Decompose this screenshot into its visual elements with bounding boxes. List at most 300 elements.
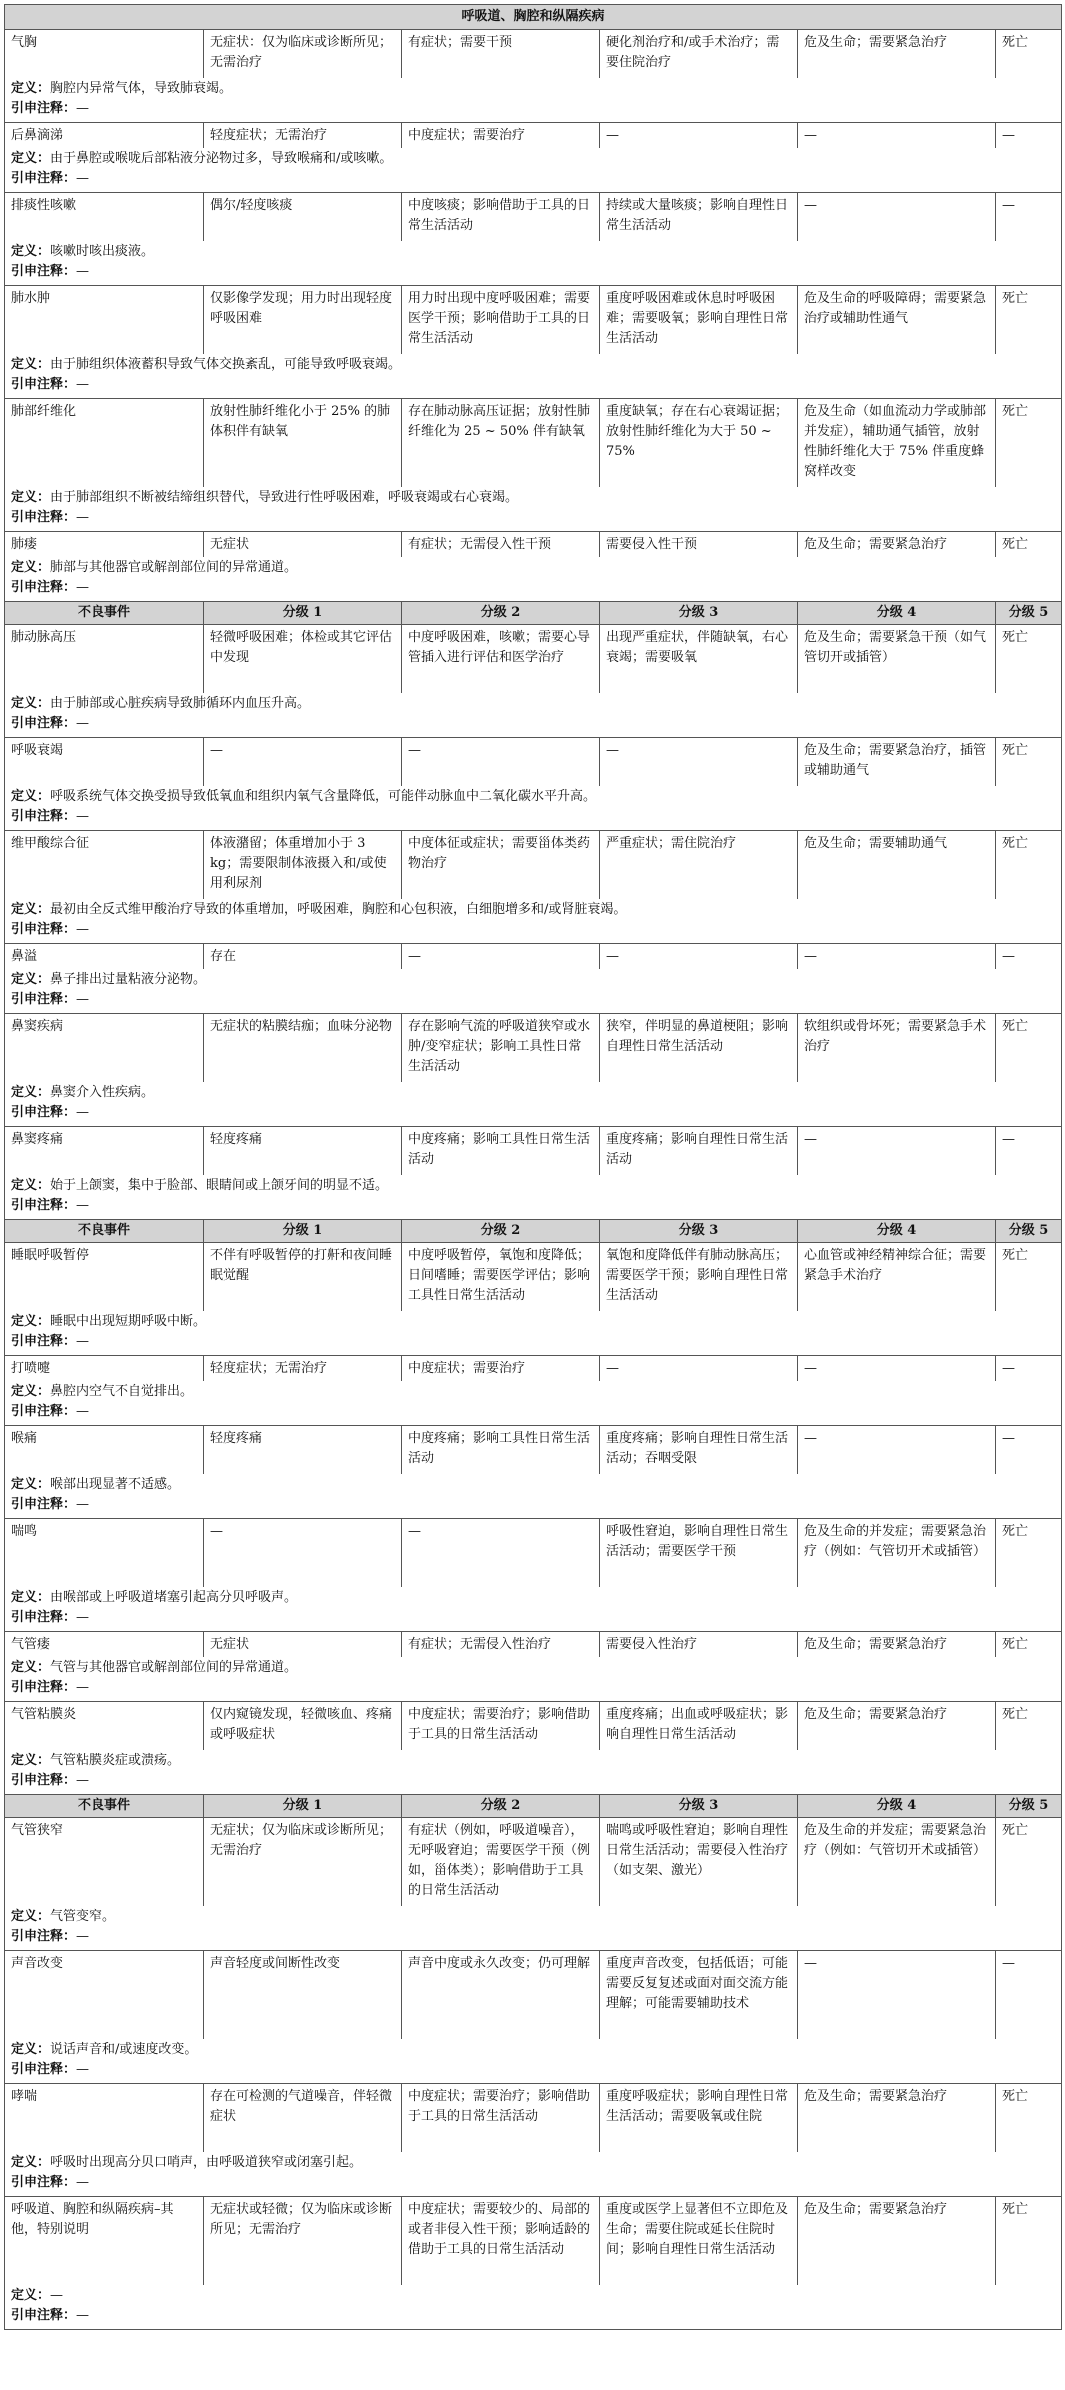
definition-line xyxy=(11,79,1055,99)
table-row xyxy=(5,1702,1062,1751)
reference-line xyxy=(11,1771,1055,1791)
definition-cell xyxy=(5,2039,1062,2084)
column-header: 分级 3 xyxy=(600,1795,798,1818)
definition-row xyxy=(5,78,1062,123)
reference-text: — xyxy=(76,2308,90,2323)
column-header: 分级 5 xyxy=(996,602,1062,625)
grade-1-cell: 轻度症状；无需治疗 xyxy=(204,123,402,149)
definition-row xyxy=(5,969,1062,1014)
grade-2-cell: 中度体征或症状；需要甾体类药物治疗 xyxy=(402,831,600,900)
grade-5-cell: — xyxy=(996,944,1062,970)
column-header: 分级 5 xyxy=(996,1220,1062,1243)
column-header: 分级 2 xyxy=(402,1795,600,1818)
definition-cell xyxy=(5,786,1062,831)
reference-text: — xyxy=(76,992,90,1007)
grade-5-cell: 死亡 xyxy=(996,738,1062,787)
grade-1-cell: 仅内窥镜发现，轻微咳血、疼痛或呼吸症状 xyxy=(204,1702,402,1751)
reference-label: 引申注释： xyxy=(11,1929,77,1944)
grade-2-cell: 用力时出现中度呼吸困难；需要医学干预；影响借助于工具的日常生活活动 xyxy=(402,286,600,355)
reference-text: — xyxy=(76,580,90,595)
reference-label: 引申注释： xyxy=(11,922,77,937)
grade-3-cell: 氧饱和度降低伴有肺动脉高压；需要医学干预；影响自理性日常生活活动 xyxy=(600,1243,798,1312)
grade-3-cell: — xyxy=(600,1356,798,1382)
table-row xyxy=(5,1951,1062,2040)
definition-label: 定义： xyxy=(11,1660,51,1675)
definition-cell xyxy=(5,693,1062,738)
adverse-event-name: 排痰性咳嗽 xyxy=(5,193,204,242)
reference-text: — xyxy=(76,1105,90,1120)
definition-text: 胸腔内异常气体，导致肺衰竭。 xyxy=(50,81,233,96)
grade-5-cell: — xyxy=(996,193,1062,242)
definition-cell xyxy=(5,557,1062,602)
adverse-event-name: 鼻溢 xyxy=(5,944,204,970)
definition-label: 定义： xyxy=(11,972,51,987)
reference-line xyxy=(11,1678,1055,1698)
definition-cell xyxy=(5,1381,1062,1426)
adverse-event-name: 喘鸣 xyxy=(5,1519,204,1588)
definition-label: 定义： xyxy=(11,2288,51,2303)
definition-cell xyxy=(5,1474,1062,1519)
grade-3-cell: — xyxy=(600,738,798,787)
definition-line xyxy=(11,787,1055,807)
definition-label: 定义： xyxy=(11,1477,51,1492)
grade-5-cell: — xyxy=(996,1426,1062,1475)
reference-text: — xyxy=(76,809,90,824)
adverse-event-name: 维甲酸综合征 xyxy=(5,831,204,900)
grade-3-cell: 喘鸣或呼吸性窘迫；影响自理性日常生活活动；需要侵入性治疗（如支架、激光） xyxy=(600,1818,798,1907)
adverse-event-table xyxy=(4,4,1062,2330)
definition-row xyxy=(5,899,1062,944)
definition-row xyxy=(5,487,1062,532)
grade-4-cell: 危及生命；需要紧急治疗 xyxy=(798,532,996,558)
adverse-event-name: 睡眠呼吸暂停 xyxy=(5,1243,204,1312)
reference-label: 引申注释： xyxy=(11,992,77,1007)
grade-5-cell: 死亡 xyxy=(996,1632,1062,1658)
definition-cell xyxy=(5,78,1062,123)
reference-text: — xyxy=(76,922,90,937)
reference-label: 引申注释： xyxy=(11,510,77,525)
column-header: 不良事件 xyxy=(5,602,204,625)
grade-1-cell: 无症状或轻微；仅为临床或诊断所见；无需治疗 xyxy=(204,2197,402,2286)
grade-1-cell: 无症状 xyxy=(204,1632,402,1658)
definition-label: 定义： xyxy=(11,560,51,575)
table-row xyxy=(5,399,1062,488)
grade-4-cell: 危及生命；需要辅助通气 xyxy=(798,831,996,900)
grade-5-cell: 死亡 xyxy=(996,831,1062,900)
grade-5-cell: — xyxy=(996,1951,1062,2040)
grade-3-cell: 重度疼痛；出血或呼吸症状；影响自理性日常生活活动 xyxy=(600,1702,798,1751)
definition-cell xyxy=(5,1750,1062,1795)
definition-line xyxy=(11,488,1055,508)
adverse-event-name: 肺部纤维化 xyxy=(5,399,204,488)
grade-4-cell: 危及生命；需要紧急干预（如气管切开或插管） xyxy=(798,625,996,694)
adverse-event-name: 气管粘膜炎 xyxy=(5,1702,204,1751)
definition-row xyxy=(5,148,1062,193)
grade-2-cell: 中度疼痛；影响工具性日常生活活动 xyxy=(402,1127,600,1176)
grade-4-cell: — xyxy=(798,1426,996,1475)
title-row xyxy=(5,5,1062,30)
definition-label: 定义： xyxy=(11,244,51,259)
grade-5-cell: 死亡 xyxy=(996,1243,1062,1312)
definition-text: 气管与其他器官或解剖部位间的异常通道。 xyxy=(50,1660,298,1675)
reference-label: 引申注释： xyxy=(11,2308,77,2323)
grade-1-cell: 轻微呼吸困难；体检或其它评估中发现 xyxy=(204,625,402,694)
definition-row xyxy=(5,1474,1062,1519)
definition-cell xyxy=(5,2152,1062,2197)
reference-label: 引申注释： xyxy=(11,1680,77,1695)
grade-4-cell: 危及生命的并发症；需要紧急治疗（例如：气管切开术或插管） xyxy=(798,1818,996,1907)
definition-text: 肺部与其他器官或解剖部位间的异常通道。 xyxy=(50,560,298,575)
grade-1-cell: — xyxy=(204,738,402,787)
column-header: 分级 1 xyxy=(204,602,402,625)
definition-line xyxy=(11,1588,1055,1608)
grade-3-cell: 需要侵入性干预 xyxy=(600,532,798,558)
definition-text: 气管变窄。 xyxy=(50,1909,116,1924)
adverse-event-name: 呼吸道、胸腔和纵隔疾病–其他，特别说明 xyxy=(5,2197,204,2286)
grade-1-cell: 声音轻度或间断性改变 xyxy=(204,1951,402,2040)
definition-text: 说话声音和/或速度改变。 xyxy=(50,2042,198,2057)
grade-5-cell: 死亡 xyxy=(996,2197,1062,2286)
definition-line xyxy=(11,355,1055,375)
grade-4-cell: 危及生命；需要紧急治疗 xyxy=(798,2197,996,2286)
definition-line xyxy=(11,1475,1055,1495)
definition-text: 睡眠中出现短期呼吸中断。 xyxy=(50,1314,207,1329)
header-row xyxy=(5,602,1062,625)
grade-5-cell: — xyxy=(996,1127,1062,1176)
table-row xyxy=(5,831,1062,900)
reference-line xyxy=(11,2060,1055,2080)
table-row xyxy=(5,2197,1062,2286)
reference-line xyxy=(11,1927,1055,1947)
table-row xyxy=(5,944,1062,970)
reference-line xyxy=(11,375,1055,395)
adverse-event-name: 气胸 xyxy=(5,30,204,79)
definition-row xyxy=(5,2039,1062,2084)
adverse-event-name: 肺水肿 xyxy=(5,286,204,355)
grade-4-cell: 危及生命；需要紧急治疗 xyxy=(798,1632,996,1658)
grade-4-cell: 危及生命的呼吸障碍；需要紧急治疗或辅助性通气 xyxy=(798,286,996,355)
grade-4-cell: — xyxy=(798,1356,996,1382)
reference-line xyxy=(11,169,1055,189)
definition-cell xyxy=(5,969,1062,1014)
column-header: 分级 4 xyxy=(798,602,996,625)
definition-line xyxy=(11,242,1055,262)
grade-4-cell: 危及生命；需要紧急治疗 xyxy=(798,2084,996,2153)
adverse-event-name: 鼻窦疼痛 xyxy=(5,1127,204,1176)
grade-2-cell: — xyxy=(402,944,600,970)
reference-line xyxy=(11,807,1055,827)
definition-line xyxy=(11,970,1055,990)
definition-row xyxy=(5,1657,1062,1702)
definition-label: 定义： xyxy=(11,490,51,505)
column-header: 分级 4 xyxy=(798,1220,996,1243)
grade-4-cell: — xyxy=(798,1951,996,2040)
definition-row xyxy=(5,354,1062,399)
grade-1-cell: 无症状：仅为临床或诊断所见；无需治疗 xyxy=(204,30,402,79)
reference-text: — xyxy=(76,1198,90,1213)
reference-label: 引申注释： xyxy=(11,1610,77,1625)
reference-text: — xyxy=(76,1680,90,1695)
definition-row xyxy=(5,1906,1062,1951)
grade-5-cell: — xyxy=(996,1356,1062,1382)
definition-cell xyxy=(5,148,1062,193)
grade-3-cell: 持续或大量咳痰；影响自理性日常生活活动 xyxy=(600,193,798,242)
definition-row xyxy=(5,1311,1062,1356)
grade-1-cell: 体液潴留；体重增加小于 3 kg；需要限制体液摄入和/或使用利尿剂 xyxy=(204,831,402,900)
definition-label: 定义： xyxy=(11,81,51,96)
definition-row xyxy=(5,1082,1062,1127)
grade-5-cell: 死亡 xyxy=(996,1818,1062,1907)
table-title: 呼吸道、胸腔和纵隔疾病 xyxy=(5,5,1062,30)
grade-2-cell: 存在影响气流的呼吸道狭窄或水肿/变窄症状；影响工具性日常生活活动 xyxy=(402,1014,600,1083)
reference-label: 引申注释： xyxy=(11,2062,77,2077)
header-row xyxy=(5,1795,1062,1818)
grade-2-cell: — xyxy=(402,738,600,787)
column-header: 分级 4 xyxy=(798,1795,996,1818)
grade-2-cell: 中度症状；需要治疗；影响借助于工具的日常生活活动 xyxy=(402,1702,600,1751)
reference-line xyxy=(11,578,1055,598)
definition-label: 定义： xyxy=(11,1178,51,1193)
definition-text: 由喉部或上呼吸道堵塞引起高分贝呼吸声。 xyxy=(50,1590,298,1605)
grade-3-cell: 重度呼吸困难或休息时呼吸困难；需要吸氧；影响自理性日常生活活动 xyxy=(600,286,798,355)
definition-label: 定义： xyxy=(11,1753,51,1768)
adverse-event-name: 鼻窦疾病 xyxy=(5,1014,204,1083)
adverse-event-name: 声音改变 xyxy=(5,1951,204,2040)
grade-2-cell: 中度症状；需要较少的、局部的或者非侵入性干预；影响适龄的借助于工具的日常生活活动 xyxy=(402,2197,600,2286)
reference-label: 引申注释： xyxy=(11,101,77,116)
reference-label: 引申注释： xyxy=(11,716,77,731)
grade-2-cell: 中度呼吸困难，咳嗽；需要心导管插入进行评估和医学治疗 xyxy=(402,625,600,694)
definition-text: 咳嗽时咳出痰液。 xyxy=(50,244,155,259)
grade-4-cell: 危及生命的并发症；需要紧急治疗（例如：气管切开术或插管） xyxy=(798,1519,996,1588)
grade-4-cell: — xyxy=(798,123,996,149)
grade-2-cell: 中度症状；需要治疗；影响借助于工具的日常生活活动 xyxy=(402,2084,600,2153)
grade-4-cell: — xyxy=(798,1127,996,1176)
definition-cell xyxy=(5,1311,1062,1356)
grade-3-cell: 呼吸性窘迫，影响自理性日常生活活动；需要医学干预 xyxy=(600,1519,798,1588)
adverse-event-name: 肺瘘 xyxy=(5,532,204,558)
grade-2-cell: 中度疼痛；影响工具性日常生活活动 xyxy=(402,1426,600,1475)
definition-line xyxy=(11,1312,1055,1332)
grade-4-cell: 危及生命；需要紧急治疗 xyxy=(798,30,996,79)
column-header: 分级 2 xyxy=(402,602,600,625)
adverse-event-name: 哮喘 xyxy=(5,2084,204,2153)
grade-3-cell: 需要侵入性治疗 xyxy=(600,1632,798,1658)
reference-text: — xyxy=(76,716,90,731)
grade-3-cell: 狭窄，伴明显的鼻道梗阻；影响自理性日常生活活动 xyxy=(600,1014,798,1083)
definition-cell xyxy=(5,241,1062,286)
grade-5-cell: 死亡 xyxy=(996,1702,1062,1751)
table-row xyxy=(5,1818,1062,1907)
definition-label: 定义： xyxy=(11,2155,51,2170)
reference-line xyxy=(11,2173,1055,2193)
reference-text: — xyxy=(76,1404,90,1419)
reference-label: 引申注释： xyxy=(11,264,77,279)
grade-4-cell: 危及生命；需要紧急治疗 xyxy=(798,1702,996,1751)
reference-text: — xyxy=(76,1497,90,1512)
definition-label: 定义： xyxy=(11,1590,51,1605)
definition-row xyxy=(5,1587,1062,1632)
grade-1-cell: 轻度症状；无需治疗 xyxy=(204,1356,402,1382)
grade-4-cell: 心血管或神经精神综合征；需要紧急手术治疗 xyxy=(798,1243,996,1312)
definition-line xyxy=(11,1382,1055,1402)
definition-text: 最初由全反式维甲酸治疗导致的体重增加，呼吸困难，胸腔和心包积液，白细胞增多和/或肾脏衰竭。 xyxy=(50,902,627,917)
reference-line xyxy=(11,714,1055,734)
definition-text: 呼吸时出现高分贝口哨声，由呼吸道狭窄或闭塞引起。 xyxy=(50,2155,363,2170)
definition-text: 鼻窦介入性疾病。 xyxy=(50,1085,155,1100)
definition-row xyxy=(5,2285,1062,2330)
definition-text: 鼻腔内空气不自觉排出。 xyxy=(50,1384,194,1399)
reference-label: 引申注释： xyxy=(11,809,77,824)
grade-1-cell: 放射性肺纤维化小于 25% 的肺体积伴有缺氧 xyxy=(204,399,402,488)
grade-5-cell: 死亡 xyxy=(996,286,1062,355)
grade-2-cell: 中度呼吸暂停，氧饱和度降低；日间嗜睡；需要医学评估；影响工具性日常生活活动 xyxy=(402,1243,600,1312)
definition-line xyxy=(11,694,1055,714)
grade-3-cell: 重度疼痛；影响自理性日常生活活动 xyxy=(600,1127,798,1176)
grade-4-cell: 危及生命；需要紧急治疗，插管或辅助通气 xyxy=(798,738,996,787)
table-row xyxy=(5,1127,1062,1176)
definition-label: 定义： xyxy=(11,151,51,166)
grade-3-cell: 重度疼痛；影响自理性日常生活活动；吞咽受限 xyxy=(600,1426,798,1475)
definition-line xyxy=(11,2286,1055,2306)
table-row xyxy=(5,1519,1062,1588)
reference-text: — xyxy=(76,171,90,186)
reference-line xyxy=(11,508,1055,528)
grade-2-cell: 声音中度或永久改变；仍可理解 xyxy=(402,1951,600,2040)
definition-line xyxy=(11,1083,1055,1103)
definition-text: 由于肺组织体液蓄积导致气体交换紊乱，可能导致呼吸衰竭。 xyxy=(50,357,402,372)
table-row xyxy=(5,1426,1062,1475)
definition-label: 定义： xyxy=(11,902,51,917)
grade-3-cell: 硬化剂治疗和/或手术治疗；需要住院治疗 xyxy=(600,30,798,79)
grade-2-cell: 有症状（例如，呼吸道噪音），无呼吸窘迫；需要医学干预（例如，甾体类）；影响借助于工具的日常生活活动 xyxy=(402,1818,600,1907)
definition-label: 定义： xyxy=(11,789,51,804)
grade-4-cell: 危及生命（如血流动力学或肺部并发症），辅助通气插管，放射性肺纤维化大于 75% 伴重度蜂窝样改变 xyxy=(798,399,996,488)
grade-2-cell: — xyxy=(402,1519,600,1588)
reference-label: 引申注释： xyxy=(11,1105,77,1120)
grade-4-cell: — xyxy=(798,193,996,242)
definition-line xyxy=(11,558,1055,578)
adverse-event-name: 气管瘘 xyxy=(5,1632,204,1658)
reference-text: — xyxy=(76,1334,90,1349)
reference-line xyxy=(11,920,1055,940)
column-header: 不良事件 xyxy=(5,1795,204,1818)
grade-1-cell: 存在 xyxy=(204,944,402,970)
reference-line xyxy=(11,990,1055,1010)
reference-label: 引申注释： xyxy=(11,377,77,392)
definition-cell xyxy=(5,1906,1062,1951)
definition-cell xyxy=(5,2285,1062,2330)
reference-text: — xyxy=(76,510,90,525)
reference-label: 引申注释： xyxy=(11,1198,77,1213)
reference-label: 引申注释： xyxy=(11,1497,77,1512)
grade-1-cell: 仅影像学发现；用力时出现轻度呼吸困难 xyxy=(204,286,402,355)
definition-cell xyxy=(5,899,1062,944)
definition-line xyxy=(11,2153,1055,2173)
definition-row xyxy=(5,241,1062,286)
definition-cell xyxy=(5,1587,1062,1632)
grade-3-cell: 重度呼吸症状；影响自理性日常生活活动；需要吸氧或住院 xyxy=(600,2084,798,2153)
grade-2-cell: 中度咳痰；影响借助于工具的日常生活活动 xyxy=(402,193,600,242)
grade-1-cell: 无症状；仅为临床或诊断所见；无需治疗 xyxy=(204,1818,402,1907)
adverse-event-name: 后鼻滴涕 xyxy=(5,123,204,149)
definition-row xyxy=(5,786,1062,831)
reference-text: — xyxy=(76,1610,90,1625)
definition-text: 气管粘膜炎症或溃疡。 xyxy=(50,1753,181,1768)
reference-label: 引申注释： xyxy=(11,1404,77,1419)
grade-1-cell: 无症状的粘膜结痂；血味分泌物 xyxy=(204,1014,402,1083)
definition-text: 由于肺部或心脏疾病导致肺循环内血压升高。 xyxy=(50,696,311,711)
grade-2-cell: 有症状；无需侵入性干预 xyxy=(402,532,600,558)
grade-3-cell: — xyxy=(600,944,798,970)
grade-1-cell: — xyxy=(204,1519,402,1588)
reference-text: — xyxy=(76,101,90,116)
column-header: 分级 3 xyxy=(600,602,798,625)
definition-label: 定义： xyxy=(11,1314,51,1329)
reference-text: — xyxy=(76,2175,90,2190)
definition-label: 定义： xyxy=(11,357,51,372)
definition-label: 定义： xyxy=(11,1085,51,1100)
reference-text: — xyxy=(76,2062,90,2077)
definition-text: 喉部出现显著不适感。 xyxy=(50,1477,181,1492)
adverse-event-name: 喉痛 xyxy=(5,1426,204,1475)
reference-line xyxy=(11,1608,1055,1628)
grade-4-cell: — xyxy=(798,944,996,970)
grade-2-cell: 中度症状；需要治疗 xyxy=(402,1356,600,1382)
table-row xyxy=(5,2084,1062,2153)
grade-2-cell: 存在肺动脉高压证据；放射性肺纤维化为 25 ~ 50% 伴有缺氧 xyxy=(402,399,600,488)
definition-label: 定义： xyxy=(11,2042,51,2057)
definition-text: 始于上颌窦，集中于脸部、眼睛间或上颌牙间的明显不适。 xyxy=(50,1178,389,1193)
grade-1-cell: 存在可检测的气道噪音，伴轻微症状 xyxy=(204,2084,402,2153)
definition-label: 定义： xyxy=(11,696,51,711)
definition-line xyxy=(11,149,1055,169)
table-row xyxy=(5,123,1062,149)
reference-line xyxy=(11,1495,1055,1515)
table-row xyxy=(5,625,1062,694)
table-row xyxy=(5,286,1062,355)
definition-line xyxy=(11,1176,1055,1196)
grade-5-cell: 死亡 xyxy=(996,399,1062,488)
grade-5-cell: 死亡 xyxy=(996,532,1062,558)
definition-cell xyxy=(5,1175,1062,1220)
table-row xyxy=(5,1632,1062,1658)
header-row xyxy=(5,1220,1062,1243)
definition-cell xyxy=(5,1657,1062,1702)
grade-3-cell: — xyxy=(600,123,798,149)
reference-line xyxy=(11,1332,1055,1352)
adverse-event-name: 肺动脉高压 xyxy=(5,625,204,694)
definition-text: 呼吸系统气体交换受损导致低氧血和组织内氧气含量降低，可能伴动脉血中二氧化碳水平升高。 xyxy=(50,789,597,804)
column-header: 分级 3 xyxy=(600,1220,798,1243)
grade-3-cell: 出现严重症状，伴随缺氧，右心衰竭；需要吸氧 xyxy=(600,625,798,694)
definition-row xyxy=(5,693,1062,738)
definition-line xyxy=(11,1907,1055,1927)
reference-line xyxy=(11,1196,1055,1216)
reference-text: — xyxy=(76,1773,90,1788)
reference-label: 引申注释： xyxy=(11,1334,77,1349)
reference-label: 引申注释： xyxy=(11,580,77,595)
grade-3-cell: 重度或医学上显著但不立即危及生命；需要住院或延长住院时间；影响自理性日常生活活动 xyxy=(600,2197,798,2286)
grade-4-cell: 软组织或骨坏死；需要紧急手术治疗 xyxy=(798,1014,996,1083)
table-row xyxy=(5,193,1062,242)
table-row xyxy=(5,738,1062,787)
definition-line xyxy=(11,900,1055,920)
definition-cell xyxy=(5,1082,1062,1127)
grade-1-cell: 轻度疼痛 xyxy=(204,1426,402,1475)
grade-5-cell: 死亡 xyxy=(996,1014,1062,1083)
definition-row xyxy=(5,1175,1062,1220)
